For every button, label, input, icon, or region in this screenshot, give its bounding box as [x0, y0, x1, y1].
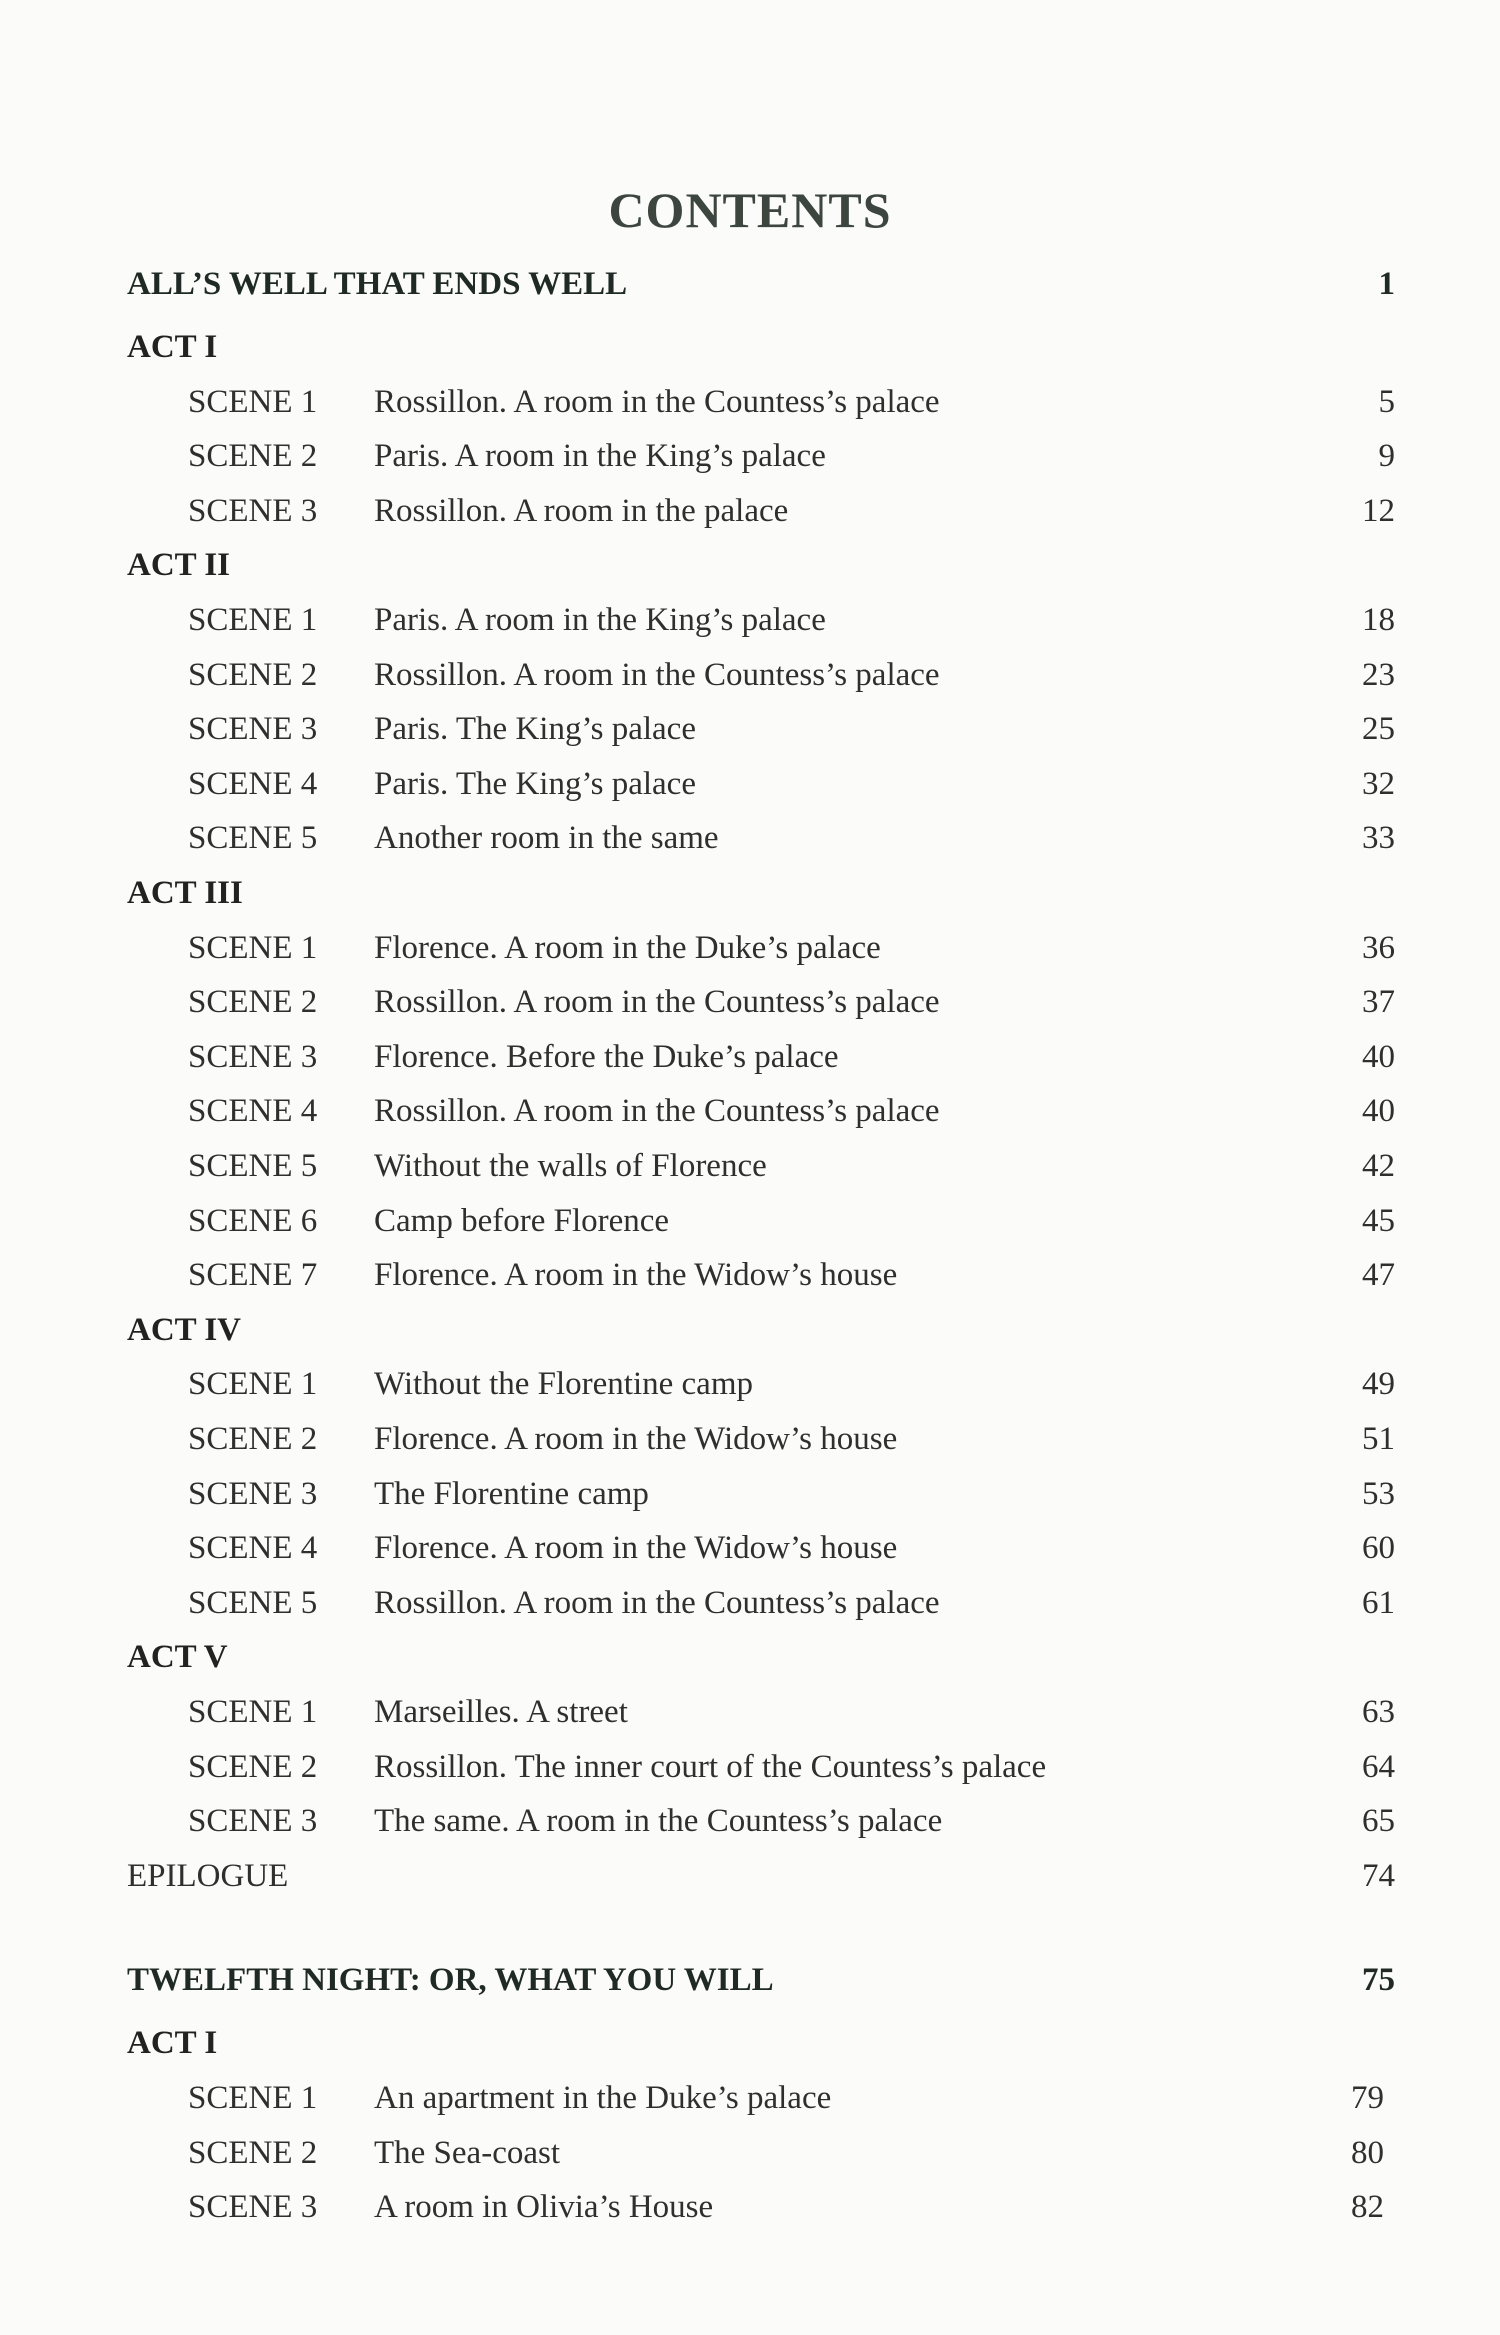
page-number: 5: [1378, 383, 1395, 420]
scene-entry[interactable]: [0, 1743, 1500, 1791]
act-heading[interactable]: [0, 323, 1500, 371]
epilogue-title: EPILOGUE: [127, 1857, 289, 1894]
scene-description: Without the walls of Florence: [374, 1148, 767, 1184]
page-number: 79: [1351, 2080, 1384, 2116]
page-number: 40: [1362, 1038, 1395, 1075]
act-title: ACT IV: [127, 1311, 242, 1348]
scene-description: Rossillon. A room in the Countess’s palace: [374, 1584, 940, 1621]
scene-entry[interactable]: [0, 378, 1500, 426]
page-number: 37: [1362, 984, 1395, 1021]
act-heading[interactable]: [0, 1306, 1500, 1354]
scene-label: SCENE 1: [188, 1694, 318, 1730]
page-number: 45: [1362, 1202, 1395, 1239]
scene-label: SCENE 2: [188, 1421, 318, 1457]
scene-entry[interactable]: [0, 1197, 1500, 1245]
page-number: 53: [1362, 1475, 1395, 1512]
scene-label: SCENE 7: [188, 1257, 318, 1294]
scene-description: Florence. A room in the Widow’s house: [374, 1421, 898, 1457]
scene-entry[interactable]: [0, 760, 1500, 808]
act-heading[interactable]: [0, 541, 1500, 589]
scene-description: Rossillon. A room in the palace: [374, 492, 789, 529]
page-number: 65: [1362, 1803, 1395, 1840]
scene-entry[interactable]: [0, 651, 1500, 699]
scene-description: Marseilles. A street: [374, 1694, 628, 1730]
page-number: 12: [1362, 492, 1395, 529]
page-number: 23: [1362, 656, 1395, 693]
page-number: 49: [1362, 1366, 1395, 1403]
scene-description: Camp before Florence: [374, 1202, 670, 1239]
page-number: 82: [1351, 2189, 1384, 2226]
act-title: ACT III: [127, 875, 243, 911]
page-number: 64: [1362, 1748, 1395, 1785]
scene-entry[interactable]: [0, 2129, 1500, 2177]
scene-label: SCENE 3: [188, 2189, 318, 2226]
scene-label: SCENE 1: [188, 929, 318, 966]
scene-entry[interactable]: [0, 1033, 1500, 1081]
page-number: 74: [1362, 1857, 1395, 1894]
scene-description: Paris. The King’s palace: [374, 711, 696, 748]
scene-description: Rossillon. A room in the Countess’s palace: [374, 656, 940, 693]
scene-entry[interactable]: [0, 1251, 1500, 1299]
scene-description: Paris. A room in the King’s palace: [374, 438, 826, 475]
page-number: 80: [1351, 2134, 1384, 2171]
scene-description: An apartment in the Duke’s palace: [374, 2080, 832, 2116]
scene-description: Florence. A room in the Widow’s house: [374, 1530, 898, 1567]
scene-entry[interactable]: [0, 1688, 1500, 1736]
scene-label: SCENE 5: [188, 1584, 318, 1621]
scene-entry[interactable]: [0, 1360, 1500, 1408]
play-title-row[interactable]: [0, 260, 1500, 308]
scene-label: SCENE 5: [188, 820, 318, 857]
scene-label: SCENE 3: [188, 1803, 318, 1840]
page-number: 1: [1378, 266, 1395, 302]
scene-label: SCENE 4: [188, 1530, 318, 1567]
scene-label: SCENE 3: [188, 711, 318, 748]
play-title: ALL’S WELL THAT ENDS WELL: [127, 266, 628, 302]
scene-label: SCENE 1: [188, 1366, 318, 1403]
scene-description: Paris. The King’s palace: [374, 765, 696, 802]
scene-description: The Sea-coast: [374, 2134, 560, 2171]
scene-label: SCENE 2: [188, 2134, 318, 2171]
scene-label: SCENE 2: [188, 438, 318, 475]
play-title: TWELFTH NIGHT: OR, WHAT YOU WILL: [127, 1962, 774, 1999]
act-title: ACT I: [127, 329, 218, 365]
page-number: 60: [1362, 1530, 1395, 1567]
scene-entry[interactable]: [0, 1142, 1500, 1190]
scene-label: SCENE 5: [188, 1148, 318, 1184]
page-number: 25: [1362, 711, 1395, 748]
act-title: ACT II: [127, 547, 231, 584]
scene-label: SCENE 4: [188, 765, 318, 802]
scene-label: SCENE 6: [188, 1202, 318, 1239]
scene-label: SCENE 3: [188, 492, 318, 529]
act-heading[interactable]: [0, 1633, 1500, 1681]
scene-entry[interactable]: [0, 705, 1500, 753]
scene-entry[interactable]: [0, 924, 1500, 972]
scene-entry[interactable]: [0, 596, 1500, 644]
page-number: 63: [1362, 1694, 1395, 1730]
play-title-row[interactable]: [0, 1956, 1500, 2004]
page-number: 18: [1362, 602, 1395, 638]
scene-description: Florence. A room in the Widow’s house: [374, 1257, 898, 1294]
scene-label: SCENE 3: [188, 1038, 318, 1075]
act-title: ACT I: [127, 2025, 218, 2062]
page-number: 32: [1362, 765, 1395, 802]
scene-label: SCENE 1: [188, 602, 318, 638]
scene-description: A room in Olivia’s House: [374, 2189, 714, 2226]
scene-entry[interactable]: [0, 1087, 1500, 1135]
page-number: 40: [1362, 1093, 1395, 1130]
scene-label: SCENE 3: [188, 1475, 318, 1512]
scene-description: Without the Florentine camp: [374, 1366, 754, 1403]
scene-description: Rossillon. A room in the Countess’s palace: [374, 383, 940, 420]
act-heading[interactable]: [0, 869, 1500, 917]
scene-entry[interactable]: [0, 487, 1500, 535]
page-number: 61: [1362, 1584, 1395, 1621]
act-title: ACT V: [127, 1639, 228, 1676]
scene-description: Florence. Before the Duke’s palace: [374, 1038, 839, 1075]
scene-label: SCENE 2: [188, 656, 318, 693]
scene-description: Rossillon. A room in the Countess’s palace: [374, 984, 940, 1021]
scene-entry[interactable]: [0, 978, 1500, 1026]
scene-entry[interactable]: [0, 1524, 1500, 1572]
page-number: 33: [1362, 820, 1395, 857]
scene-entry[interactable]: [0, 2183, 1500, 2231]
scene-label: SCENE 4: [188, 1093, 318, 1130]
scene-description: Another room in the same: [374, 820, 719, 857]
scene-entry[interactable]: [0, 1579, 1500, 1627]
scene-description: Paris. A room in the King’s palace: [374, 602, 826, 638]
page-number: 75: [1362, 1962, 1395, 1999]
scene-description: Rossillon. The inner court of the Countess’s palace: [374, 1748, 1047, 1785]
page-title: CONTENTS: [608, 182, 892, 238]
scene-label: SCENE 2: [188, 1748, 318, 1785]
scene-entry[interactable]: [0, 1470, 1500, 1518]
scene-description: The same. A room in the Countess’s palace: [374, 1803, 943, 1840]
scene-label: SCENE 1: [188, 383, 318, 420]
scene-label: SCENE 1: [188, 2080, 318, 2116]
page-number: 47: [1362, 1257, 1395, 1294]
scene-description: Florence. A room in the Duke’s palace: [374, 929, 881, 966]
scene-entry[interactable]: [0, 1797, 1500, 1845]
act-heading[interactable]: [0, 2019, 1500, 2067]
scene-label: SCENE 2: [188, 984, 318, 1021]
page-number: 42: [1362, 1148, 1395, 1184]
scene-description: The Florentine camp: [374, 1475, 649, 1512]
scene-entry[interactable]: [0, 2074, 1500, 2122]
page-number: 9: [1378, 438, 1395, 475]
scene-entry[interactable]: [0, 1415, 1500, 1463]
page-number: 36: [1362, 929, 1395, 966]
page-number: 51: [1362, 1421, 1395, 1457]
scene-entry[interactable]: [0, 432, 1500, 480]
epilogue-entry[interactable]: [0, 1852, 1500, 1900]
scene-entry[interactable]: [0, 814, 1500, 862]
scene-description: Rossillon. A room in the Countess’s palace: [374, 1093, 940, 1130]
